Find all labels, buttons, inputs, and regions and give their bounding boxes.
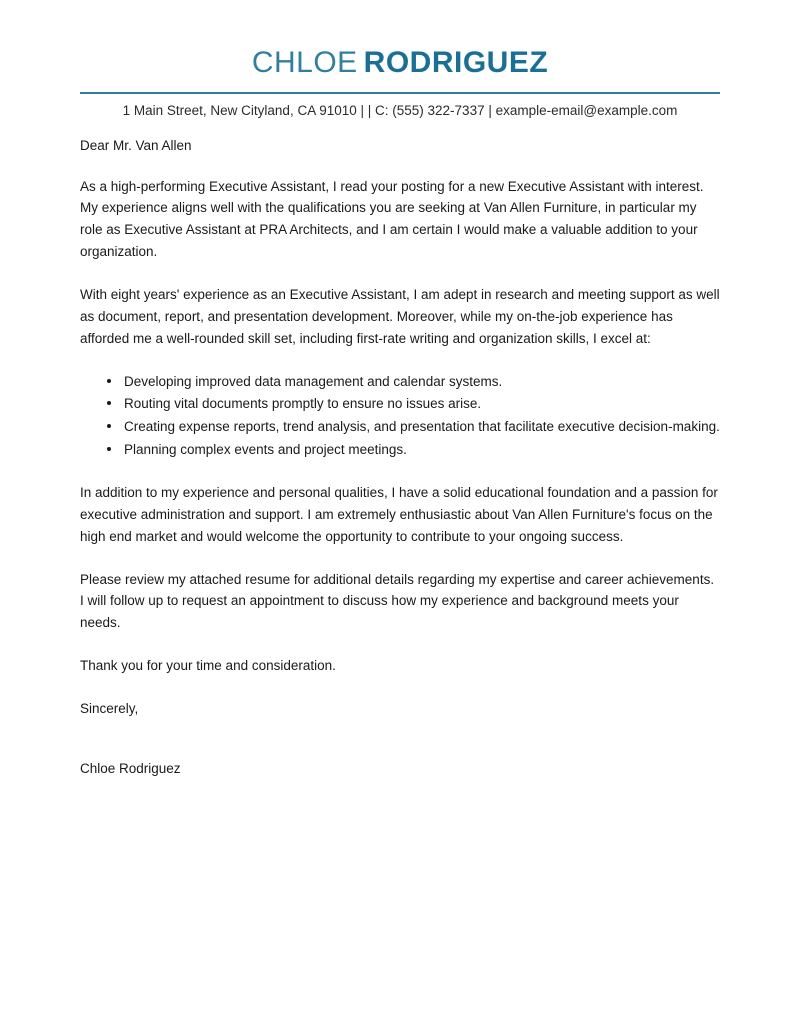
signature-name: Chloe Rodriguez [80,760,181,776]
applicant-last-name: RODRIGUEZ [363,46,549,79]
paragraph-intro: As a high-performing Executive Assistant, I read your posting for a new Executive Assistant with interest. My experience aligns well with the qualifications you are seeking at Van Allen Furniture, in particular my role as Executive Assistant at PRA Architects, and I am certain I would make a valuable addition to your organization. [80,178,704,260]
letterhead [0,0,800,118]
list-item: Planning complex events and project meetings. [80,439,720,461]
letter-body [80,118,720,780]
signoff-line: Sincerely, [80,701,139,717]
skills-bullet-list [80,371,720,461]
applicant-name [0,46,800,79]
header-divider-rule [80,92,720,94]
salutation: Dear Mr. Van Allen [80,138,192,153]
list-item: Creating expense reports, trend analysis, and presentation that facilitate executive decision-making. [80,416,720,438]
list-item: Developing improved data management and calendar systems. [80,371,720,393]
thank-you-line: Thank you for your time and consideration. [80,658,336,674]
contact-info-line: 1 Main Street, New Cityland, CA 91010 | | C: (555) 322-7337 | example-email@example.com [122,103,678,118]
paragraph-resume-followup: Please review my attached resume for additional details regarding my expertise and career achievements. I will follow up to request an appointment to discuss how my experience and background meets your needs. [80,571,715,631]
paragraph-experience: With eight years' experience as an Executive Assistant, I am adept in research and meeting support as well as document, report, and presentation development. Moreover, while my on-the-job experience has afforded me a well-rounded skill set, including first-rate writing and organization skills, I excel at: [80,287,720,346]
signature-space [80,720,720,758]
applicant-first-name: CHLOE [251,46,358,79]
list-item: Routing vital documents promptly to ensure no issues arise. [80,393,720,415]
paragraph-qualities: In addition to my experience and personal qualities, I have a solid educational foundation and a passion for executive administration and support. I am extremely enthusiastic about Van Allen Furniture's focus on the high end market and would welcome the opportunity to contribute to your ongoing success. [80,485,718,544]
